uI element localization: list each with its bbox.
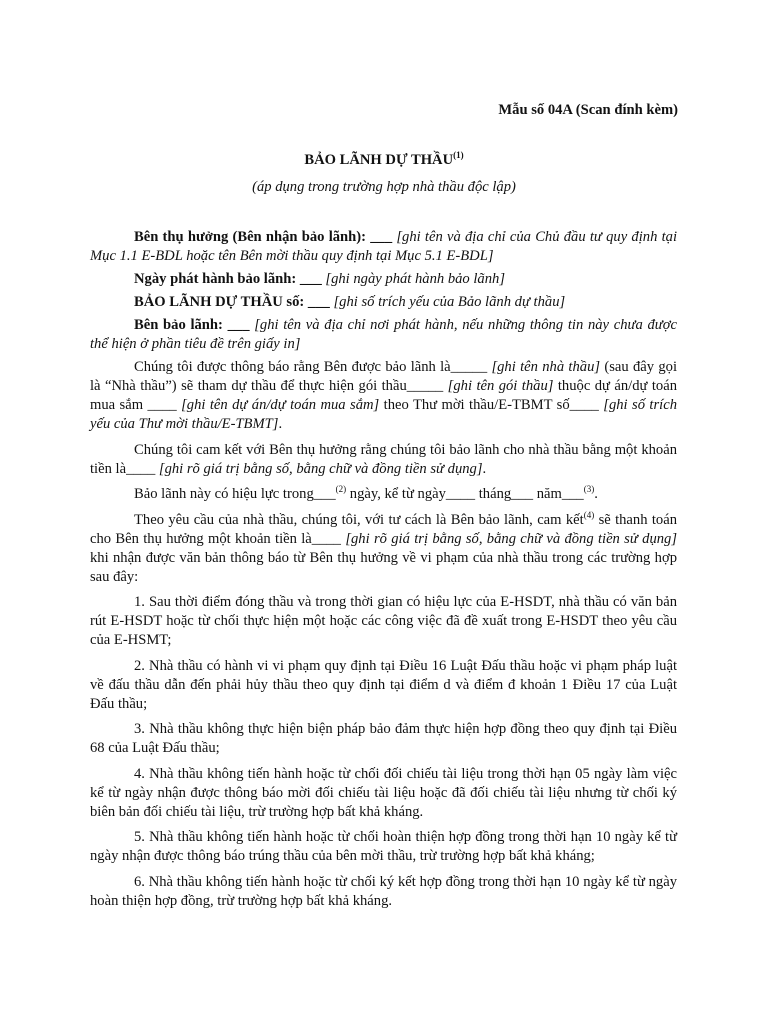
guarantee-number-field — [90, 293, 677, 312]
case-item-4: 4. Nhà thầu không tiến hành hoặc từ chối đối chiếu tài liệu trong thời hạn 05 ngày làm việc kể từ ngày nhận được thông báo mời đối chiếu tài liệu hoặc đã đối chiếu tài liệu nhưng từ chối ký biên bản đối chiếu tài liệu, trừ trường hợp bất khả kháng. — [90, 765, 677, 820]
case-item-6: 6. Nhà thầu không tiến hành hoặc từ chối ký kết hợp đồng trong thời hạn 10 ngày kể từ ngày hoàn thiện hợp đồng, trừ trường hợp bất khả kháng. — [90, 873, 677, 909]
title-text: BẢO LÃNH DỰ THẦU — [304, 152, 454, 168]
commitment-text-2: . — [482, 460, 487, 477]
notification-text-3: thuộc dự án/dự toán mua sắm ____ — [90, 378, 677, 413]
payment-text-3: khi nhận được văn bản thông báo từ Bên thụ hưởng về vi phạm của nhà thầu trong các trường hợp sau đây: — [90, 549, 677, 585]
title-footnote-ref: (1) — [453, 150, 464, 161]
case-item-5: 5. Nhà thầu không tiến hành hoặc từ chối hoàn thiện hợp đồng trong thời hạn 10 ngày kể từ ngày nhận được thông báo trúng thầu của bên mời thầu, trừ trường hợp bất khả kháng; — [90, 829, 677, 864]
guarantee-number-hint: [ghi số trích yếu của Bảo lãnh dự thầu] — [333, 294, 566, 310]
commitment-paragraph — [90, 441, 677, 479]
payment-text-2: sẽ thanh toán cho Bên thụ hưởng một khoản tiền là____ — [90, 511, 677, 547]
validity-text-3: . — [594, 486, 598, 502]
notification-text-4: theo Thư mời thầu/E-TBMT số____ — [379, 397, 604, 413]
package-name-hint: [ghi tên gói thầu] — [447, 378, 554, 394]
form-number: Mẫu số 04A (Scan đính kèm) — [498, 102, 678, 118]
guarantor-hint: [ghi tên và địa chỉ nơi phát hành, nếu những thông tin này chưa được thể hiện ở phần tiêu đề trên giấy in] — [90, 317, 677, 352]
beneficiary-blank: ___ — [366, 229, 397, 245]
validity-text-1: Bảo lãnh này có hiệu lực trong___ — [134, 486, 336, 502]
document-title — [0, 151, 768, 170]
issue-date-blank: ___ — [296, 271, 326, 287]
guarantor-blank: ___ — [222, 317, 255, 333]
amount-hint: [ghi rõ giá trị bằng số, bằng chữ và đồng tiền sử dụng] — [158, 460, 483, 477]
notification-text-2: (sau đây gọi là “Nhà thầu”) sẽ tham dự thầu để thực hiện gói thầu_____ — [90, 359, 677, 394]
validity-text-2: ngày, kể từ ngày____ tháng___ năm___ — [346, 486, 584, 502]
payment-footnote-ref-4: (4) — [583, 509, 595, 520]
document-subtitle: (áp dụng trong trường hợp nhà thầu độc lập) — [252, 179, 516, 195]
guarantee-number-label: BẢO LÃNH DỰ THẦU số: — [134, 294, 305, 310]
case-item-1: 1. Sau thời điểm đóng thầu và trong thời gian có hiệu lực của E-HSDT, nhà thầu có văn bản rút E-HSDT hoặc từ chối thực hiện một hoặc các công việc đã đề xuất trong E-HSDT theo yêu cầu của E-HSMT; — [90, 594, 677, 648]
contractor-name-hint: [ghi tên nhà thầu] — [491, 359, 601, 375]
validity-footnote-ref-3: (3) — [583, 484, 595, 495]
notification-text-1: Chúng tôi được thông báo rằng Bên được bảo lãnh là_____ — [134, 359, 492, 375]
payment-paragraph — [90, 511, 677, 587]
beneficiary-field — [90, 228, 677, 266]
validity-footnote-ref-2: (2) — [335, 484, 347, 495]
beneficiary-label: Bên thụ hưởng (Bên nhận bảo lãnh): — [134, 229, 366, 245]
guarantor-field — [90, 316, 677, 354]
invitation-number-hint: [ghi số trích yếu của Thư mời thầu/E-TBMT] — [90, 397, 677, 432]
project-name-hint: [ghi tên dự án/dự toán mua sắm] — [181, 397, 380, 413]
guarantee-number-blank: ___ — [304, 294, 334, 310]
beneficiary-hint: [ghi tên và địa chỉ của Chủ đầu tư quy định tại Mục 1.1 E-BDL hoặc tên Bên mời thầu quy định tại Mục 5.1 E-BDL] — [90, 229, 677, 264]
payment-text-1: Theo yêu cầu của nhà thầu, chúng tôi, với tư cách là Bên bảo lãnh, cam kết — [134, 511, 584, 528]
issue-date-label: Ngày phát hành bảo lãnh: — [134, 271, 297, 287]
payment-amount-hint: [ghi rõ giá trị bằng số, bằng chữ và đồng tiền sử dụng] — [345, 530, 678, 547]
case-item-2: 2. Nhà thầu có hành vi vi phạm quy định tại Điều 16 Luật Đấu thầu hoặc vi phạm pháp luật về đấu thầu dẫn đến phải hủy thầu theo quy định tại điểm d và điểm đ khoản 1 Điều 17 của Luật Đấu thầu; — [90, 657, 677, 712]
document-body — [90, 228, 677, 917]
validity-paragraph — [90, 485, 677, 504]
guarantor-label: Bên bảo lãnh: — [134, 317, 223, 333]
commitment-text-1: Chúng tôi cam kết với Bên thụ hưởng rằng chúng tôi bảo lãnh cho nhà thầu bằng một khoản tiền là____ — [90, 441, 677, 477]
case-item-3: 3. Nhà thầu không thực hiện biện pháp bảo đảm thực hiện hợp đồng theo quy định tại Điều 68 của Luật Đấu thầu; — [90, 721, 677, 756]
issue-date-hint: [ghi ngày phát hành bảo lãnh] — [325, 271, 505, 287]
notification-paragraph — [90, 358, 677, 434]
issue-date-field — [90, 270, 677, 289]
notification-text-5: . — [278, 416, 283, 432]
